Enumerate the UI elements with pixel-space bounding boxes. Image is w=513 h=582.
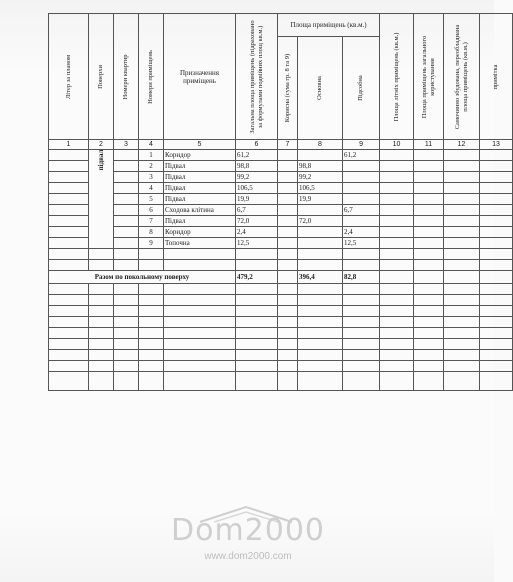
room-main: 72,0	[298, 216, 343, 227]
room-aux: 6,7	[343, 205, 380, 216]
column-number: 7	[278, 140, 298, 150]
room-number: 6	[139, 205, 164, 216]
room-total: 6,7	[236, 205, 278, 216]
column-number: 1	[49, 140, 89, 150]
room-purpose: Підвал	[164, 216, 236, 227]
room-number: 3	[139, 172, 164, 183]
room-total: 72,0	[236, 216, 278, 227]
column-number: 8	[298, 140, 343, 150]
room-aux	[343, 194, 380, 205]
room-aux: 61,2	[343, 150, 380, 161]
header-col-3: Номери квартир	[114, 14, 139, 140]
room-number: 1	[139, 150, 164, 161]
table-row	[49, 150, 513, 161]
column-number: 9	[343, 140, 380, 150]
column-number: 12	[444, 140, 480, 150]
room-main	[298, 238, 343, 249]
totals-total: 479,2	[236, 271, 278, 284]
empty-row	[49, 295, 513, 306]
room-purpose: Підвал	[164, 194, 236, 205]
column-number-row	[49, 140, 513, 150]
empty-row	[49, 372, 513, 391]
room-purpose: Підвал	[164, 161, 236, 172]
watermark-brand: Dom2000	[170, 513, 326, 548]
header-col-2: Поверхи	[89, 14, 114, 140]
room-aux	[343, 161, 380, 172]
empty-row	[49, 249, 513, 260]
column-number: 5	[164, 140, 236, 150]
header-col-5: Призначення приміщень	[164, 14, 236, 140]
room-purpose: Підвал	[164, 183, 236, 194]
room-number: 4	[139, 183, 164, 194]
room-main: 99,2	[298, 172, 343, 183]
table-row	[49, 183, 513, 194]
header-col-4: Номери приміщень	[139, 14, 164, 140]
totals-aux: 82,8	[343, 271, 380, 284]
room-main: 98,8	[298, 161, 343, 172]
header-col-10: Площа літніх приміщень (кв.м.)	[380, 14, 414, 140]
room-number: 7	[139, 216, 164, 227]
room-main	[298, 227, 343, 238]
table-row	[49, 194, 513, 205]
column-number: 6	[236, 140, 278, 150]
header-col-6: Загальна площа приміщень (підраховано за формулами подвійних площ кв.м.)	[236, 14, 278, 140]
empty-row	[49, 284, 513, 295]
watermark	[148, 505, 348, 565]
totals-row	[49, 271, 513, 284]
room-aux: 12,5	[343, 238, 380, 249]
header-col-7: Корисна (сума гр. 8 та 9)	[278, 37, 298, 140]
room-useful	[278, 205, 298, 216]
room-purpose: Коридор	[164, 227, 236, 238]
room-purpose: Топочна	[164, 238, 236, 249]
room-useful	[278, 172, 298, 183]
room-purpose: Сходова клітина	[164, 205, 236, 216]
header-col-12: Самочинно збудована, переобладнана площа приміщень (кв.м.)	[444, 14, 480, 140]
room-useful	[278, 150, 298, 161]
room-useful	[278, 183, 298, 194]
room-total: 12,5	[236, 238, 278, 249]
header-col-1: Літер за планом	[49, 14, 89, 140]
room-number: 9	[139, 238, 164, 249]
column-number: 4	[139, 140, 164, 150]
column-number: 13	[480, 140, 513, 150]
table-row	[49, 227, 513, 238]
empty-row	[49, 339, 513, 350]
room-useful	[278, 194, 298, 205]
room-useful	[278, 238, 298, 249]
room-main: 106,5	[298, 183, 343, 194]
header-col-13: примітка	[480, 14, 513, 140]
room-useful	[278, 161, 298, 172]
empty-row	[49, 260, 513, 271]
floor-label: підвал	[97, 149, 105, 171]
empty-row	[49, 306, 513, 317]
room-purpose: Підвал	[164, 172, 236, 183]
table-row	[49, 172, 513, 183]
table-row	[49, 216, 513, 227]
column-number: 11	[414, 140, 444, 150]
table-row	[49, 161, 513, 172]
room-main: 19,9	[298, 194, 343, 205]
room-purpose: Коридор	[164, 150, 236, 161]
room-total: 106,5	[236, 183, 278, 194]
room-number: 2	[139, 161, 164, 172]
room-total: 61,2	[236, 150, 278, 161]
totals-main: 396,4	[298, 271, 343, 284]
header-col-11: Площа приміщень загального користування	[414, 14, 444, 140]
header-col-8: Основна	[298, 37, 343, 140]
room-aux: 2,4	[343, 227, 380, 238]
room-total: 2,4	[236, 227, 278, 238]
room-total: 99,2	[236, 172, 278, 183]
empty-row	[49, 350, 513, 361]
column-number: 3	[114, 140, 139, 150]
floor-cell	[89, 150, 114, 249]
room-aux	[343, 216, 380, 227]
column-number: 10	[380, 140, 414, 150]
room-aux	[343, 172, 380, 183]
room-main	[298, 205, 343, 216]
empty-row	[49, 361, 513, 372]
table-row	[49, 238, 513, 249]
room-total: 98,8	[236, 161, 278, 172]
room-useful	[278, 216, 298, 227]
room-number: 5	[139, 194, 164, 205]
watermark-url: www.dom2000.com	[204, 551, 292, 562]
header-col-9: Підсобна	[343, 37, 380, 140]
empty-row	[49, 328, 513, 339]
room-main	[298, 150, 343, 161]
header-row-top	[49, 14, 513, 37]
floor-area-table	[48, 13, 513, 391]
column-number: 2	[89, 140, 114, 150]
room-total: 19,9	[236, 194, 278, 205]
totals-label: Разом по покольному поверху	[49, 271, 236, 284]
room-useful	[278, 227, 298, 238]
room-aux	[343, 183, 380, 194]
room-number: 8	[139, 227, 164, 238]
empty-row	[49, 317, 513, 328]
header-group-area: Площа приміщень (кв.м.)	[278, 14, 380, 37]
table-row	[49, 205, 513, 216]
